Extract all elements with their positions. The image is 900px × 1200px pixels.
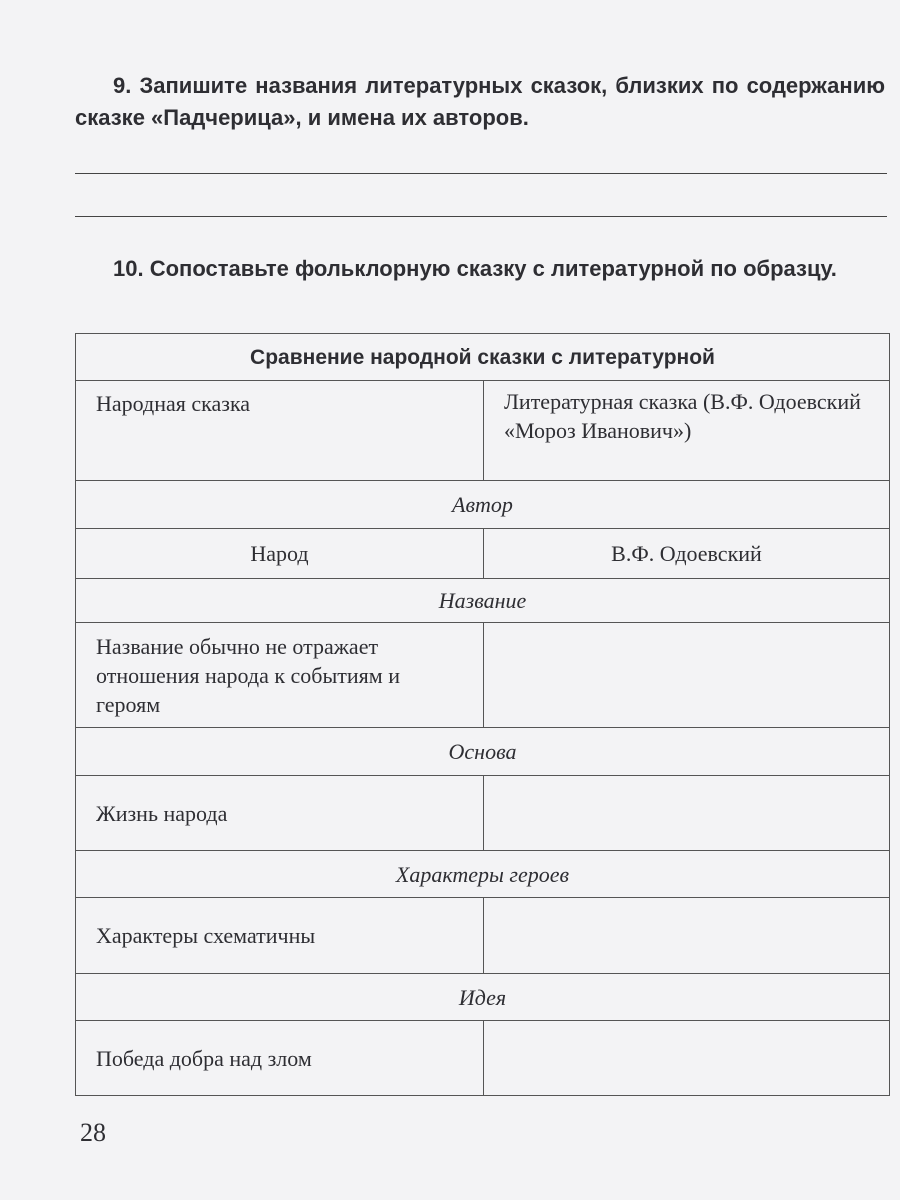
question-10: [75, 253, 885, 285]
column-header-literary: Литературная сказка (В.Ф. Одоевский «Мороз Иванович»): [484, 381, 890, 481]
section-heading: Характеры героев: [76, 851, 890, 898]
cell-folk: Победа добра над злом: [76, 1021, 484, 1096]
section-heading: Идея: [76, 974, 890, 1021]
question-text: Сопоставьте фольклорную сказку с литературной по образцу.: [149, 256, 837, 281]
cell-literary-blank[interactable]: [484, 1021, 890, 1096]
answer-line[interactable]: [75, 173, 887, 174]
cell-literary-blank[interactable]: [484, 776, 890, 851]
cell-folk: Народ: [76, 529, 484, 579]
cell-literary-blank[interactable]: [484, 623, 890, 728]
cell-literary-blank[interactable]: [484, 898, 890, 974]
question-9: [75, 70, 885, 134]
answer-line[interactable]: [75, 216, 887, 217]
cell-folk: Характеры схематичны: [76, 898, 484, 974]
cell-literary: В.Ф. Одоевский: [484, 529, 890, 579]
question-number: 9.: [113, 73, 132, 98]
question-text: Запишите названия литературных сказок, близких по содержанию сказке «Падчерица», и имена их авторов.: [75, 73, 886, 130]
column-header-folk: Народная сказка: [76, 381, 484, 481]
cell-folk: Жизнь народа: [76, 776, 484, 851]
section-heading: Основа: [76, 728, 890, 776]
cell-folk: Название обычно не отражает отношения народа к событиям и героям: [76, 623, 484, 728]
question-number: 10.: [113, 256, 144, 281]
table-title: Сравнение народной сказки с литературной: [76, 334, 890, 381]
section-heading: Название: [76, 579, 890, 623]
page-number: 28: [80, 1118, 106, 1147]
section-heading: Автор: [76, 481, 890, 529]
comparison-table: [75, 333, 890, 1096]
